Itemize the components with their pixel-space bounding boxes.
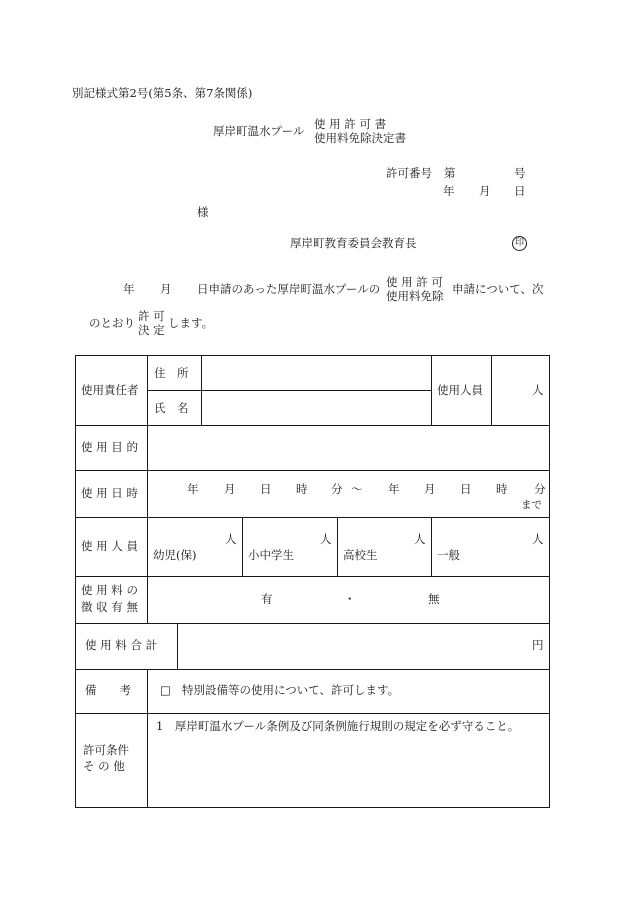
divider [337, 517, 338, 576]
body-choice-stack [386, 275, 444, 304]
purpose-label: 使 用 目 的 [81, 440, 138, 454]
fee-total-label: 使 用 料 合 計 [85, 638, 158, 652]
body-text-line2-start: のとおり [89, 316, 135, 330]
document-title [314, 117, 406, 146]
range-separator: 〜 [351, 482, 363, 496]
fee-collection-label-1: 使 用 料 の [81, 583, 138, 597]
end-day: 日 [460, 482, 472, 496]
issue-date-year: 年 [443, 184, 455, 198]
condition-item-1: 1 厚岸町温水プール条例及び同条例施行規則の規定を必ず守ること。 [156, 719, 520, 733]
divider [201, 356, 202, 425]
divider [147, 390, 431, 391]
divider [76, 623, 549, 624]
permit-number-suffix: 号 [514, 166, 526, 180]
body-decision-decide: 決 定 [138, 323, 165, 338]
highschool-label: 高校生 [343, 548, 378, 562]
form-reference: 別記様式第2号(第5条、第7条関係) [72, 86, 253, 100]
yen-unit: 円 [532, 638, 544, 652]
issuer-name: 厚岸町教育委員会教育長 [290, 236, 417, 250]
end-hour: 時 [496, 482, 508, 496]
school-unit: 人 [320, 532, 332, 546]
divider [177, 623, 178, 669]
users-unit: 人 [532, 383, 544, 397]
until-text: まで [521, 499, 542, 511]
conditions-label-2: そ の 他 [83, 759, 125, 773]
start-year: 年 [187, 482, 199, 496]
fee-yes-option[interactable]: 有 [261, 592, 273, 606]
addressee-suffix: 様 [197, 205, 209, 219]
issue-date-month: 月 [479, 184, 491, 198]
divider [147, 669, 148, 807]
fee-collection-label-2: 徴 収 有 無 [81, 600, 138, 614]
remarks-text: 特別設備等の使用について、許可します。 [182, 683, 400, 697]
body-month: 月 [160, 282, 172, 296]
divider [491, 356, 492, 425]
divider [431, 517, 432, 576]
end-year: 年 [388, 482, 400, 496]
body-decision-permit: 許 可 [138, 309, 165, 323]
start-hour: 時 [296, 482, 308, 496]
permit-number-label: 許可番号 [386, 166, 432, 180]
general-label: 一般 [437, 548, 460, 562]
start-minute: 分 [331, 482, 343, 496]
highschool-unit: 人 [414, 532, 426, 546]
fee-no-option[interactable]: 無 [428, 592, 440, 606]
facility-name: 厚岸町温水プール [213, 124, 305, 138]
remarks-label: 備 考 [85, 683, 131, 697]
end-minute: 分 [534, 482, 546, 496]
school-label: 小中学生 [248, 548, 294, 562]
datetime-label: 使 用 日 時 [81, 486, 138, 500]
body-decision-stack [138, 309, 165, 338]
body-choice-permit: 使 用 許 可 [386, 275, 443, 289]
issue-date-day: 日 [514, 184, 526, 198]
start-day: 日 [260, 482, 272, 496]
permit-form-table [75, 355, 550, 808]
start-month: 月 [224, 482, 236, 496]
special-equipment-checkbox[interactable]: □ [160, 683, 171, 697]
body-text-continue: 申請について、次 [452, 282, 544, 296]
address-label: 住 所 [154, 366, 189, 380]
name-label: 氏 名 [154, 401, 189, 415]
body-text-line2-end: します。 [168, 316, 214, 330]
end-month: 月 [424, 482, 436, 496]
fee-separator: ・ [344, 592, 356, 606]
permit-number-prefix: 第 [444, 166, 456, 180]
body-text-applied: 日申請のあった厚岸町温水プールの [197, 282, 381, 296]
infant-unit: 人 [225, 532, 237, 546]
headcount-label: 使 用 人 員 [81, 539, 138, 553]
seal-icon: 印 [512, 236, 527, 251]
divider [147, 356, 148, 623]
divider [242, 517, 243, 576]
conditions-label-1: 許可条件 [83, 743, 129, 757]
users-label: 使用人員 [437, 383, 483, 397]
title-line-permit: 使 用 許 可 書 [314, 117, 387, 131]
title-line-exemption: 使用料免除決定書 [314, 131, 406, 146]
body-year: 年 [123, 282, 135, 296]
infant-label: 幼児(保) [153, 548, 197, 562]
divider [431, 356, 432, 425]
responsible-label: 使用責任者 [81, 383, 139, 397]
general-unit: 人 [532, 532, 544, 546]
body-choice-exemption: 使用料免除 [386, 289, 444, 304]
